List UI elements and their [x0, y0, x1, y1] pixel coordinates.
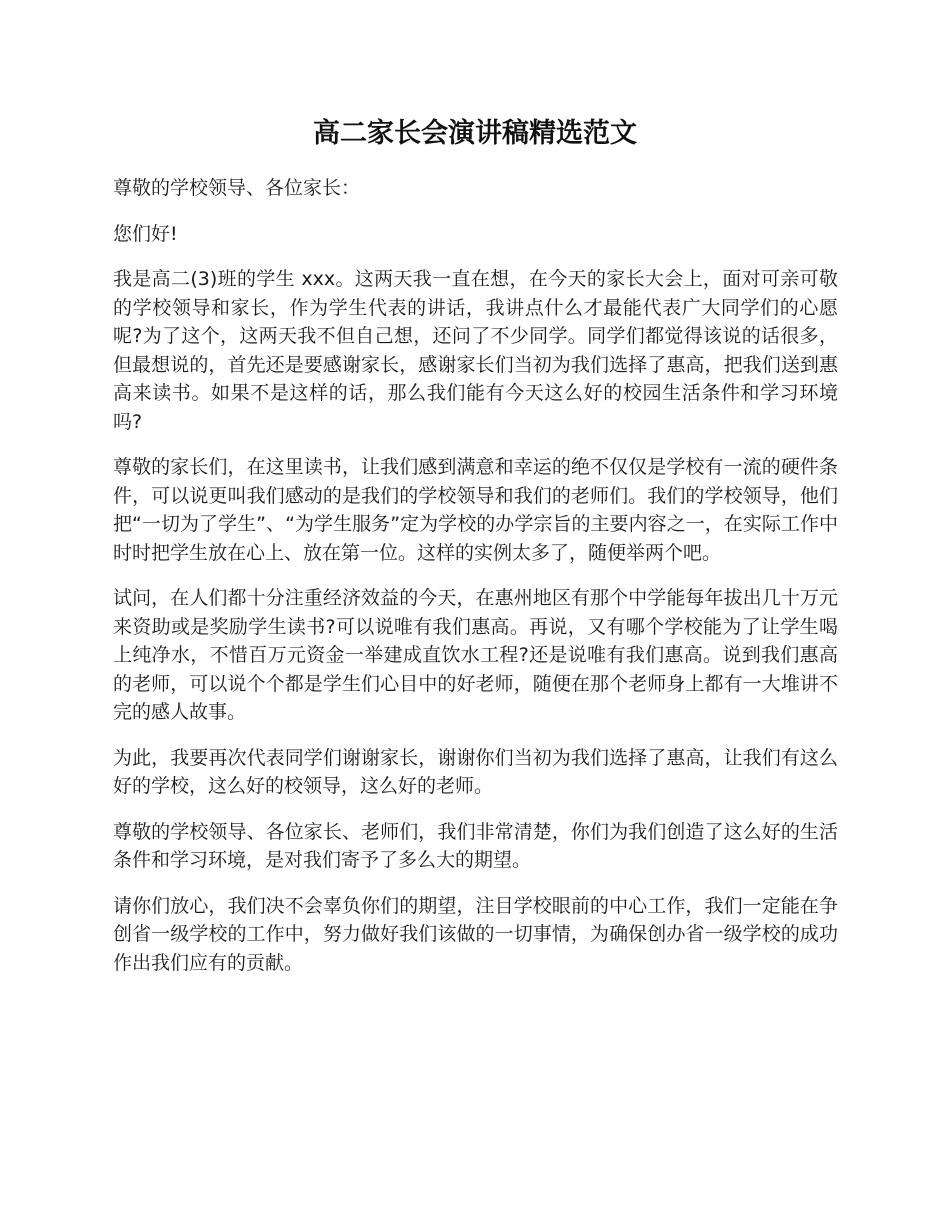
document-title: 高二家长会演讲稿精选范文 — [313, 118, 637, 149]
body-paragraph: 尊敬的学校领导、各位家长、老师们，我们非常清楚，你们为我们创造了这么好的生活条件和学习环境，是对我们寄予了多么大的期望。 — [113, 820, 838, 871]
greeting-paragraph: 您们好! — [113, 222, 178, 245]
body-paragraph: 为此，我要再次代表同学们谢谢家长，谢谢你们当初为我们选择了惠高，让我们有这么好的学校，这么好的校领导，这么好的老师。 — [113, 746, 838, 797]
closing-paragraph: 请你们放心，我们决不会辜负你们的期望，注目学校眼前的中心工作，我们一定能在争创省一级学校的工作中，努力做好我们该做的一切事情，为确保创办省一级学校的成功作出我们应有的贡献。 — [113, 894, 838, 974]
body-paragraph: 尊敬的家长们，在这里读书，让我们感到满意和幸运的绝不仅仅是学校有一流的硬件条件，可以说更叫我们感动的是我们的学校领导和我们的老师们。我们的学校领导，他们把“一切为了学生”、“为学生服务”定为学校的办学宗旨的主要内容之一，在实际工作中时时把学生放在心上、放在第一位。这样的实例太多了，随便举两个吧。 — [113, 456, 838, 564]
document-body — [113, 174, 838, 994]
body-paragraph: 我是高二(3)班的学生 xxx。这两天我一直在想，在今天的家长大会上，面对可亲可敬的学校领导和家长，作为学生代表的讲话，我讲点什么才最能代表广大同学们的心愿呢?为了这个，这两天我不但自己想，还问了不少同学。同学们都觉得该说的话很多，但最想说的，首先还是要感谢家长，感谢家长们当初为我们选择了惠高，把我们送到惠高来读书。如果不是这样的话，那么我们能有今天这么好的校园生活条件和学习环境吗? — [113, 268, 838, 433]
body-paragraph: 试问，在人们都十分注重经济效益的今天，在惠州地区有那个中学能每年拔出几十万元来资助或是奖励学生读书?可以说唯有我们惠高。再说，又有哪个学校能为了让学生喝上纯净水，不惜百万元资金一举建成直饮水工程?还是说唯有我们惠高。说到我们惠高的老师，可以说个个都是学生们心目中的好老师，随便在那个老师身上都有一大堆讲不完的感人故事。 — [113, 587, 838, 723]
salutation-paragraph: 尊敬的学校领导、各位家长： — [113, 177, 361, 199]
